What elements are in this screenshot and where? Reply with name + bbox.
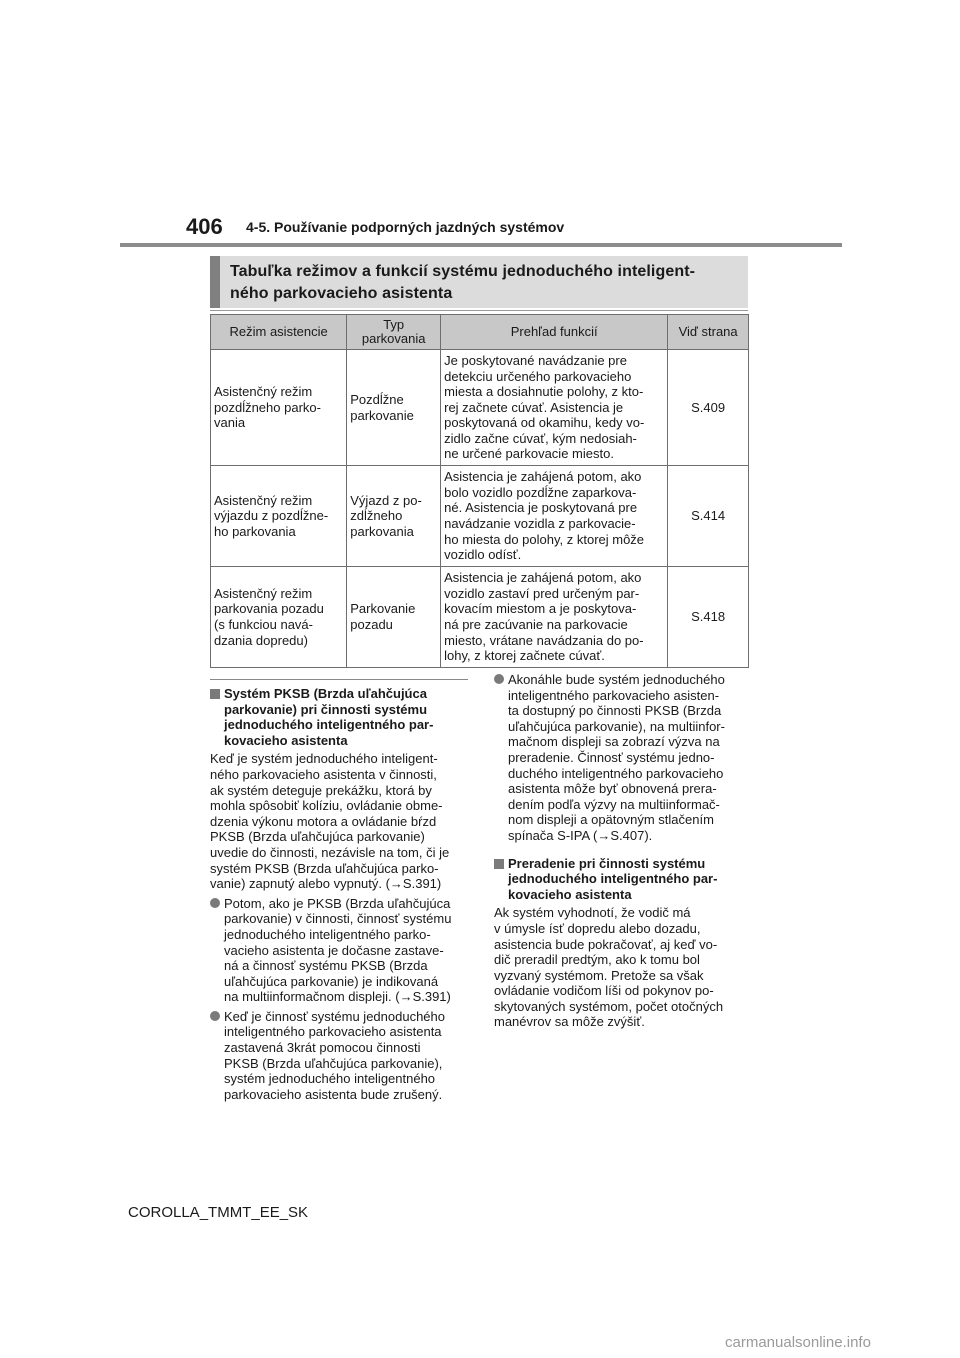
cell-page-ref: S.409 bbox=[668, 350, 749, 466]
header-page: Viď strana bbox=[668, 315, 749, 350]
header-mode: Režim asistencie bbox=[211, 315, 347, 350]
text-line: ak systém deteguje prekážku, ktorá by bbox=[210, 782, 432, 798]
cell-line: Asistenčný režim bbox=[214, 492, 313, 508]
cell-line: Pozdĺžne bbox=[350, 391, 404, 407]
text-line: asistenta môže byť obnovená prera- bbox=[508, 781, 717, 797]
cell-overview bbox=[441, 350, 668, 466]
text-line: Potom, ako je PKSB (Brzda uľahčujúca bbox=[224, 895, 451, 911]
text-line: parkovacieho asistenta bude zrušený. bbox=[224, 1086, 443, 1102]
cell-line: ho miesta do polohy, z ktorej môže bbox=[444, 531, 645, 547]
cell-line: miesta a dosiahnutie polohy, z kto- bbox=[444, 384, 644, 400]
header-type-line: Typ bbox=[383, 317, 405, 332]
text-line: vyzvaný systémom. Pretože sa však bbox=[494, 967, 704, 983]
cell-mode bbox=[211, 466, 347, 567]
circle-bullet-icon bbox=[210, 898, 220, 908]
header-rule bbox=[120, 243, 842, 247]
cell-line: zidlo začne cúvať, kým nedosiah- bbox=[444, 430, 637, 446]
sub-heading-line: parkovanie) pri činnosti systému bbox=[224, 701, 428, 717]
cell-mode bbox=[211, 567, 347, 668]
text-line: inteligentného parkovacieho asistenta bbox=[224, 1024, 442, 1040]
cell-line: parkovanie bbox=[350, 407, 414, 423]
text-line: ná a činnosť systému PKSB (Brzda bbox=[224, 958, 428, 974]
cell-line: kovacím miestom a je poskytova- bbox=[444, 601, 637, 617]
text-line: PKSB (Brzda uľahčujúca parkovanie), bbox=[224, 1055, 443, 1071]
cell-line: vania bbox=[214, 415, 246, 431]
text-line: Keď je systém jednoduchého inteligent- bbox=[210, 751, 438, 767]
cell-line: pozadu bbox=[350, 617, 393, 632]
cell-line: Asistenčný režim bbox=[214, 585, 313, 601]
cell-page-ref: S.418 bbox=[668, 567, 749, 668]
header-overview: Prehľad funkcií bbox=[441, 315, 668, 350]
text-line: PKSB (Brzda uľahčujúca parkovanie) bbox=[210, 829, 425, 845]
bullet-item bbox=[210, 896, 470, 1005]
circle-bullet-icon bbox=[210, 1011, 220, 1021]
text-line: duchého inteligentného parkovacieho bbox=[508, 765, 724, 781]
text-line: ta dostupný po činnosti PKSB (Brzda bbox=[508, 703, 722, 719]
circle-bullet-icon bbox=[494, 674, 504, 684]
sub-heading-line: kovacieho asistenta bbox=[508, 886, 632, 902]
text-line: systém PKSB (Brzda uľahčujúca parko- bbox=[210, 860, 439, 876]
left-column bbox=[210, 686, 470, 1106]
text-line: dzenia výkonu motora a ovládanie bŕzd bbox=[210, 813, 437, 829]
shift-sub-heading bbox=[494, 856, 750, 903]
cell-overview bbox=[441, 567, 668, 668]
cell-line: vozidlo zastaví pred určeným par- bbox=[444, 585, 640, 601]
text-line: Keď je činnosť systému jednoduchého bbox=[224, 1008, 445, 1024]
cell-line: lohy, z ktorej začnete cúvať. bbox=[444, 648, 605, 664]
text-line: ného parkovacieho asistenta v činnosti, bbox=[210, 766, 437, 782]
cell-line: rej začnete cúvať. Asistencia je bbox=[444, 399, 624, 415]
cell-line: ná pre zacúvanie na parkovacie bbox=[444, 617, 628, 632]
text-line: zastavená 3krát pomocou činnosti bbox=[224, 1040, 421, 1056]
text-line: manévrov sa môže zvýšiť. bbox=[494, 1014, 645, 1030]
cell-line: detekciu určeného parkovacieho bbox=[444, 368, 632, 384]
cell-overview bbox=[441, 466, 668, 567]
text-line: asistencia bude pokračovať, aj keď vo- bbox=[494, 936, 718, 952]
cell-line: výjazdu z pozdĺžne- bbox=[214, 508, 329, 524]
text-line: dením podľa výzvy na multiinformač- bbox=[508, 796, 720, 812]
cell-type bbox=[347, 567, 441, 668]
shift-paragraph bbox=[494, 905, 750, 1030]
cell-line: Parkovanie bbox=[350, 601, 416, 617]
table-header-row bbox=[211, 315, 749, 350]
text-line: vacieho asistenta je dočasne zastave- bbox=[224, 942, 444, 958]
sub-heading-line: jednoduchého inteligentného par- bbox=[224, 717, 434, 733]
cell-page-ref: S.414 bbox=[668, 466, 749, 567]
cell-line: Výjazd z po- bbox=[350, 492, 422, 508]
modes-table bbox=[210, 314, 749, 668]
text-line: Ak systém vyhodnotí, že vodič má bbox=[494, 905, 691, 921]
text-line: spínača S-IPA (→S.407). bbox=[508, 827, 653, 843]
text-line: Akonáhle bude systém jednoduchého bbox=[508, 672, 725, 687]
section-heading-line: ného parkovacieho asistenta bbox=[230, 285, 453, 302]
cell-line: parkovania bbox=[350, 523, 414, 539]
cell-line: ho parkovania bbox=[214, 523, 296, 539]
header-type-line: parkovania bbox=[361, 331, 426, 346]
sub-heading-line: Preradenie pri činnosti systému bbox=[508, 855, 706, 871]
cell-type bbox=[347, 466, 441, 567]
cell-line: Asistencia je zahájená potom, ako bbox=[444, 469, 642, 485]
text-line: inteligentného parkovacieho asisten- bbox=[508, 687, 720, 703]
cell-line: pozdĺžneho parko- bbox=[214, 399, 321, 415]
text-line: na multiinformačnom displeji. (→S.391) bbox=[224, 989, 451, 1005]
text-line: preradenie. Činnosť systému jedno- bbox=[508, 749, 715, 765]
cell-mode bbox=[211, 350, 347, 466]
cell-line: Asistencia je zahájená potom, ako bbox=[444, 570, 642, 586]
table-row bbox=[211, 350, 749, 466]
cell-type bbox=[347, 350, 441, 466]
page-number: 406 bbox=[186, 214, 223, 239]
text-line: systém jednoduchého inteligentného bbox=[224, 1071, 436, 1087]
right-column bbox=[494, 672, 750, 1034]
text-line: v úmysle ísť dopredu alebo dozadu, bbox=[494, 920, 701, 936]
square-bullet-icon bbox=[210, 689, 220, 699]
footer-code: COROLLA_TMMT_EE_SK bbox=[128, 1204, 309, 1221]
text-line: uvedie do činnosti, nezávisle na tom, či je bbox=[210, 844, 450, 860]
square-bullet-icon bbox=[494, 859, 504, 869]
text-line: uľahčujúca parkovanie), na multiinfor- bbox=[508, 718, 725, 734]
text-line: skytovaných systémom, počet otočných bbox=[494, 998, 724, 1014]
cell-line: bolo vozidlo pozdĺžne zaparkova- bbox=[444, 484, 637, 500]
cell-line: Je poskytované navádzanie pre bbox=[444, 352, 627, 368]
cell-line: vozidlo odísť. bbox=[444, 547, 522, 563]
text-line: jednoduchého inteligentného parko- bbox=[224, 926, 431, 942]
cell-line: dzania dopredu) bbox=[214, 632, 308, 648]
table-row bbox=[211, 567, 749, 668]
cell-line: né. Asistencia je poskytovaná pre bbox=[444, 500, 638, 516]
sub-heading-line: kovacieho asistenta bbox=[224, 732, 348, 748]
cell-line: Asistenčný režim bbox=[214, 384, 313, 400]
text-line: dič preradil predtým, ako k tomu bol bbox=[494, 952, 700, 968]
header-type bbox=[347, 315, 441, 350]
text-line: uľahčujúca parkovanie) je indikovaná bbox=[224, 973, 439, 989]
bullet-item bbox=[494, 672, 750, 844]
cell-line: poskytovaná od okamihu, kedy vo- bbox=[444, 415, 645, 431]
cell-line: miesto, vrátane navádzania do po- bbox=[444, 632, 644, 648]
chapter-title: 4-5. Používanie podporných jazdných systémov bbox=[246, 219, 565, 235]
cell-line: ne určené parkovacie miesto. bbox=[444, 446, 614, 462]
spacer bbox=[494, 848, 750, 856]
cell-line: (s funkciou navá- bbox=[214, 617, 313, 632]
section-heading-line: Tabuľka režimov a funkcií systému jednoduchého inteligent- bbox=[230, 263, 696, 280]
column-divider bbox=[210, 679, 468, 680]
bullet-item bbox=[210, 1009, 470, 1103]
cell-line: parkovania pozadu bbox=[214, 601, 324, 617]
text-line: vanie) zapnutý alebo vypnutý. (→S.391) bbox=[210, 876, 442, 892]
pksb-paragraph bbox=[210, 751, 470, 891]
sub-heading-line: Systém PKSB (Brzda uľahčujúca bbox=[224, 686, 427, 701]
section-heading bbox=[210, 256, 748, 308]
cell-line: navádzanie vozidla z parkovacie- bbox=[444, 516, 636, 531]
text-line: mohla spôsobiť kolíziu, ovládanie obme- bbox=[210, 798, 443, 814]
text-line: mačnom displeji sa zobrazí výzva na bbox=[508, 734, 720, 750]
table-row bbox=[211, 466, 749, 567]
text-line: ovládanie vodičom líši od pokynov po- bbox=[494, 983, 714, 999]
text-line: parkovanie) v činnosti, činnosť systému bbox=[224, 911, 452, 927]
text-line: nom displeji a opätovným stlačením bbox=[508, 812, 714, 828]
cell-line: zdĺžneho bbox=[350, 508, 403, 524]
sub-heading-line: jednoduchého inteligentného par- bbox=[508, 871, 718, 887]
watermark: carmanualsonline.info bbox=[725, 1334, 871, 1351]
pksb-sub-heading bbox=[210, 686, 470, 748]
